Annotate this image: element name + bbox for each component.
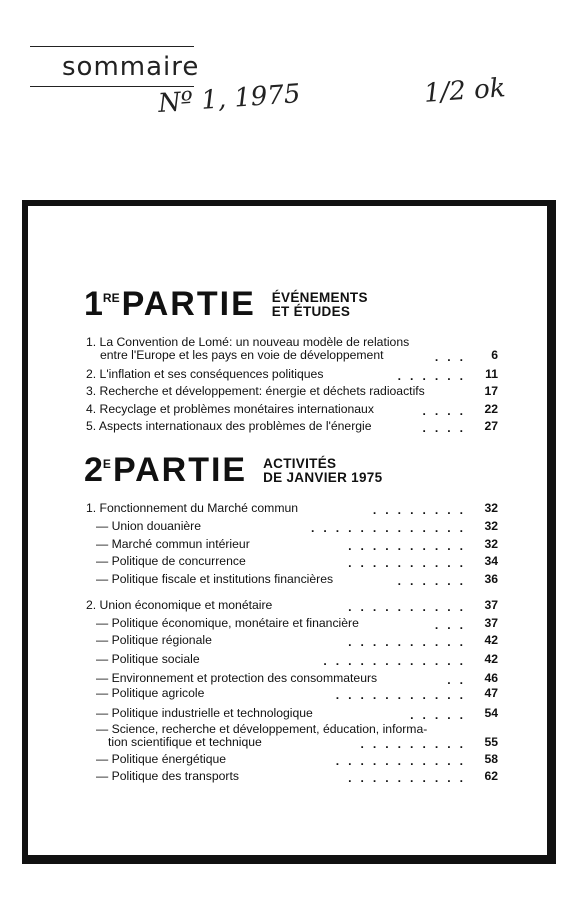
- toc-page: 17: [484, 384, 498, 398]
- toc-text: 2. Union économique et monétaire: [86, 598, 273, 612]
- dot-leader: .....: [410, 708, 472, 722]
- part1-word: PARTIE: [121, 285, 256, 323]
- toc-text: — Politique fiscale et institutions financières: [96, 572, 334, 586]
- toc-row[interactable]: [96, 722, 498, 736]
- part2-subtitle: [263, 457, 382, 485]
- dot-leader: ...........: [335, 754, 472, 768]
- dot-leader: .........: [360, 737, 472, 751]
- toc-page: 22: [484, 402, 498, 416]
- toc-section-row[interactable]: [86, 598, 498, 612]
- toc-row[interactable]: [86, 402, 498, 416]
- toc-page: 36: [484, 572, 498, 586]
- toc-page: 62: [484, 769, 498, 783]
- toc-text: — Environnement et protection des consommateurs: [96, 671, 378, 685]
- toc-text: 2. L'inflation et ses conséquences politiques: [86, 367, 324, 381]
- dot-leader: ....: [422, 421, 472, 435]
- toc-text: — Politique économique, monétaire et financière: [96, 616, 359, 630]
- page-title: sommaire: [62, 52, 200, 82]
- toc-text: — Marché commun intérieur: [96, 537, 250, 551]
- dot-leader: ...........: [335, 688, 472, 702]
- dot-leader: .............: [310, 521, 472, 535]
- toc-page: 47: [484, 686, 498, 700]
- toc-page: 27: [484, 419, 498, 433]
- dot-leader: ...: [434, 618, 472, 632]
- toc-text: tion scientifique et technique: [108, 735, 262, 749]
- toc-page: 54: [484, 706, 498, 720]
- toc-text: — Politique des transports: [96, 769, 239, 783]
- part1-heading: [84, 287, 368, 321]
- toc-text: 4. Recyclage et problèmes monétaires internationaux: [86, 402, 374, 416]
- toc-text: entre l'Europe et les pays en voie de développement: [100, 348, 384, 362]
- toc-row[interactable]: [86, 335, 498, 349]
- toc-row[interactable]: [96, 769, 498, 783]
- part1-number: 1: [84, 285, 103, 323]
- dot-leader: ..........: [348, 600, 472, 614]
- dot-leader: ......: [397, 369, 472, 383]
- toc-row[interactable]: [96, 554, 498, 568]
- header-rule-top: [30, 46, 194, 47]
- toc-row[interactable]: [96, 752, 498, 766]
- toc-row[interactable]: [86, 384, 498, 398]
- toc-row[interactable]: [96, 616, 498, 630]
- toc-text: — Politique industrielle et technologique: [96, 706, 313, 720]
- part1-subtitle-line2: ET ÉTUDES: [271, 304, 351, 319]
- part2-heading: [84, 453, 382, 487]
- toc-row[interactable]: [96, 671, 498, 685]
- toc-text: — Politique de concurrence: [96, 554, 246, 568]
- part2-subtitle-line2: DE JANVIER 1975: [263, 470, 383, 485]
- dot-leader: ....: [422, 404, 472, 418]
- toc-text: — Politique régionale: [96, 633, 212, 647]
- toc-page: 42: [484, 633, 498, 647]
- toc-text: — Politique énergétique: [96, 752, 227, 766]
- toc-row[interactable]: [96, 735, 498, 749]
- toc-page: 34: [484, 554, 498, 568]
- toc-page: 42: [484, 652, 498, 666]
- dot-leader: ........: [372, 503, 472, 517]
- toc-row[interactable]: [96, 706, 498, 720]
- part1-subtitle-line1: ÉVÉNEMENTS: [271, 290, 368, 305]
- toc-text: — Politique sociale: [96, 652, 200, 666]
- toc-text: 5. Aspects internationaux des problèmes de l'énergie: [86, 419, 372, 433]
- dot-leader: ..........: [348, 771, 472, 785]
- toc-page: 32: [484, 501, 498, 515]
- part2-word: PARTIE: [112, 451, 248, 489]
- toc-text: 1. La Convention de Lomé: un nouveau modèle de relations: [86, 335, 410, 349]
- toc-text: 1. Fonctionnement du Marché commun: [86, 501, 299, 515]
- toc-text: 3. Recherche et développement: énergie et déchets radioactifs: [86, 384, 425, 398]
- toc-text: — Politique agricole: [96, 686, 205, 700]
- toc-text: — Science, recherche et développement, éducation, informa-: [96, 722, 428, 736]
- toc-text: — Union douanière: [96, 519, 202, 533]
- dot-leader: ..........: [348, 556, 472, 570]
- toc-row[interactable]: [86, 367, 498, 381]
- part2-superscript: E: [102, 457, 111, 471]
- part1-subtitle: [272, 291, 368, 319]
- toc-row[interactable]: [96, 519, 498, 533]
- toc-row[interactable]: [96, 652, 498, 666]
- toc-page: 32: [484, 519, 498, 533]
- toc-row[interactable]: [96, 686, 498, 700]
- dot-leader: ..: [447, 673, 472, 687]
- toc-row[interactable]: [96, 572, 498, 586]
- toc-page: 58: [484, 752, 498, 766]
- dot-leader: ..........: [348, 635, 472, 649]
- part2-subtitle-line1: ACTIVITÉS: [263, 456, 337, 471]
- toc-row[interactable]: [96, 537, 498, 551]
- toc-page: 37: [484, 598, 498, 612]
- part2-number: 2: [84, 451, 103, 489]
- toc-row[interactable]: [86, 419, 498, 433]
- toc-page: 32: [484, 537, 498, 551]
- part1-superscript: RE: [102, 291, 120, 305]
- dot-leader: ............: [323, 654, 472, 668]
- toc-page: 6: [491, 348, 498, 362]
- toc-row[interactable]: [86, 348, 498, 362]
- dot-leader: ......: [397, 574, 472, 588]
- toc-page: 11: [485, 367, 498, 381]
- toc-row[interactable]: [96, 633, 498, 647]
- toc-page: 55: [484, 735, 498, 749]
- header-rule-bottom: [30, 86, 194, 87]
- handwritten-issue: Nº 1, 1975: [157, 79, 302, 119]
- toc-page: 37: [484, 616, 498, 630]
- dot-leader: ..........: [348, 539, 472, 553]
- handwritten-note: 1/2 ok: [423, 73, 507, 109]
- toc-page: 46: [484, 671, 498, 685]
- dot-leader: ...: [434, 350, 472, 364]
- toc-section-row[interactable]: [86, 501, 498, 515]
